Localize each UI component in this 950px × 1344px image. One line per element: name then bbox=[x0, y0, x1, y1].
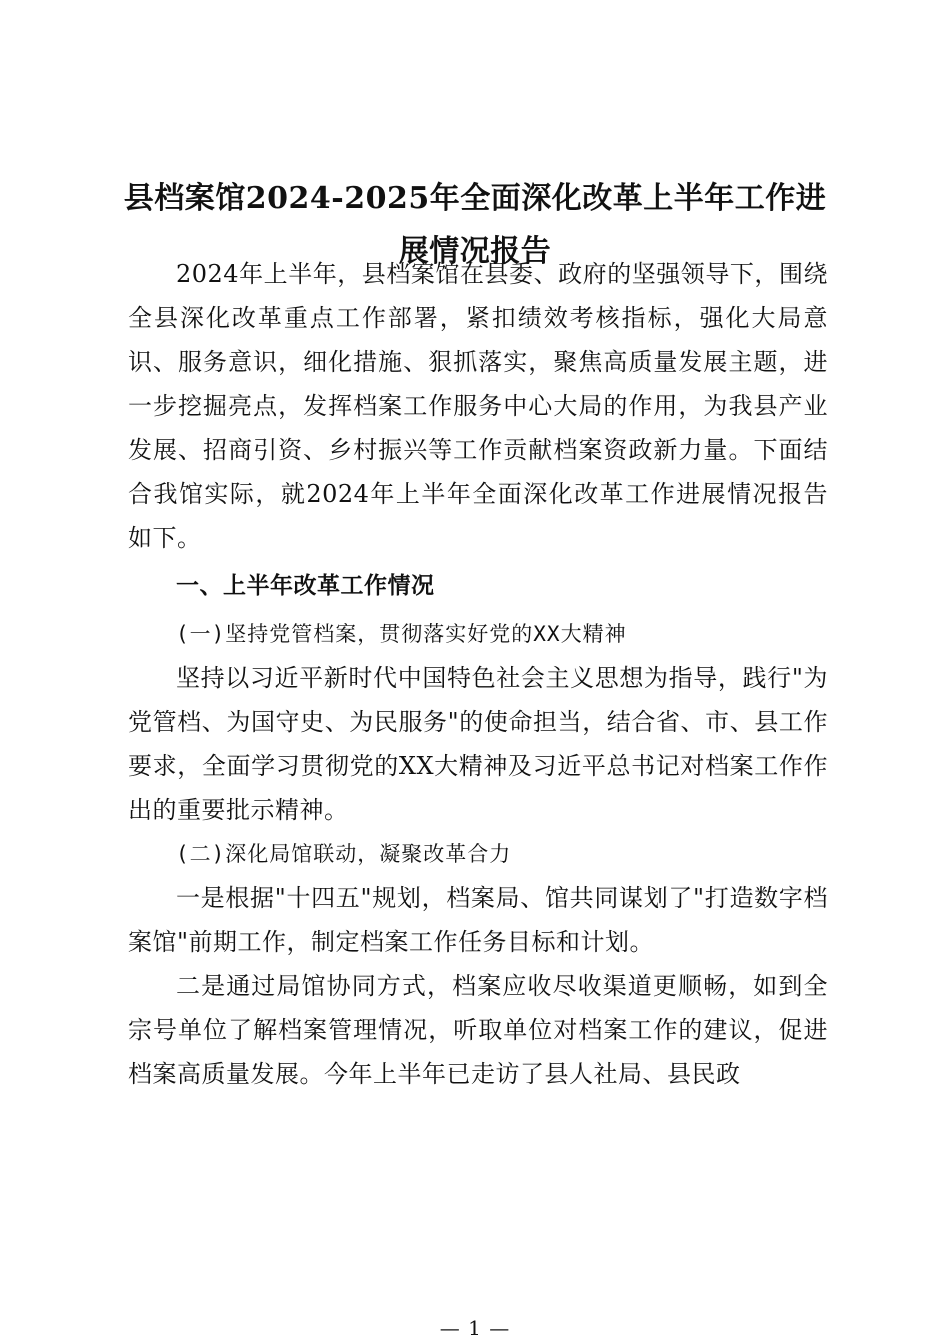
document-title: 县档案馆2024-2025年全面深化改革上半年工作进展情况报告 bbox=[123, 181, 827, 269]
subsection-heading-2: (二)深化局馆联动，凝聚改革合力 bbox=[176, 842, 512, 866]
paragraph-intro: 2024年上半年，县档案馆在县委、政府的坚强领导下，围绕全县深化改革重点工作部署，紧扣绩效考核指标，强化大局意识、服务意识，细化措施、狠抓落实，聚焦高质量发展主题，进一步挖掘亮点，发挥档案工作服务中心大局的作用，为我县产业发展、招商引资、乡村振兴等工作贡献档案资政新力量。下面结合我馆实际，就2024年上半年全面深化改革工作进展情况报告如下。 bbox=[128, 260, 828, 552]
paragraph-coordination: 二是通过局馆协同方式，档案应收尽收渠道更顺畅，如到全宗号单位了解档案管理情况，听取单位对档案工作的建议，促进档案高质量发展。今年上半年已走访了县人社局、县民政 bbox=[128, 972, 828, 1088]
paragraph-party-guidance: 坚持以习近平新时代中国特色社会主义思想为指导，践行"为党管档、为国守史、为民服务"的使命担当，结合省、市、县工作要求，全面学习贯彻党的XX大精神及习近平总书记对档案工作作出的重要批示精神。 bbox=[128, 664, 828, 824]
section-heading-1: 一、上半年改革工作情况 bbox=[176, 573, 435, 599]
paragraph-planning: 一是根据"十四五"规划，档案局、馆共同谋划了"打造数字档案馆"前期工作，制定档案工作任务目标和计划。 bbox=[128, 884, 828, 956]
subsection-heading-1: (一)坚持党管档案，贯彻落实好党的XX大精神 bbox=[176, 622, 627, 646]
page-number: — 1 — bbox=[439, 1316, 511, 1340]
document-body bbox=[128, 252, 828, 1096]
